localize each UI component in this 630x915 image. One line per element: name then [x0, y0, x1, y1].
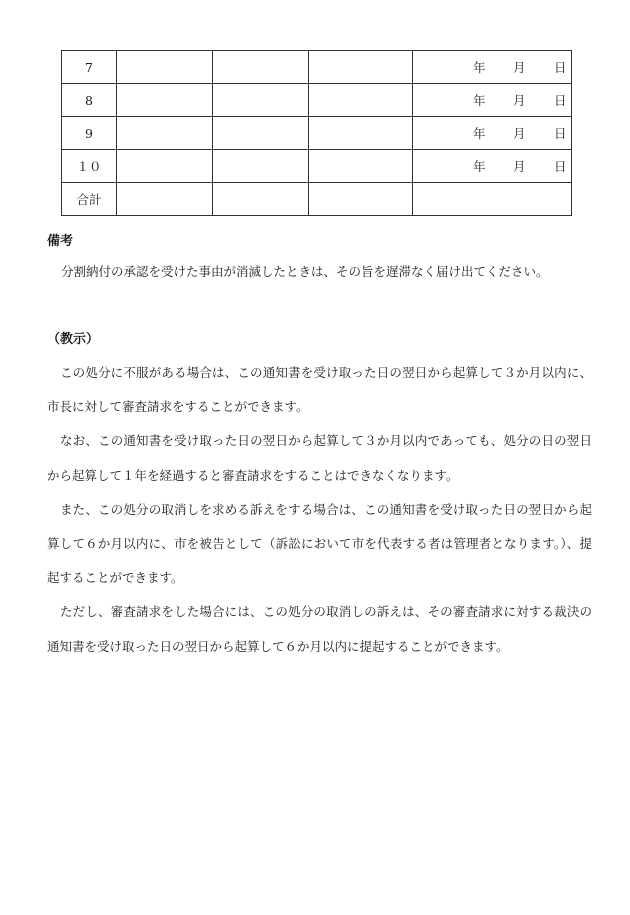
empty-cell — [213, 84, 309, 117]
table-row — [62, 84, 572, 117]
installment-number: 9 — [62, 117, 117, 150]
empty-cell — [309, 183, 413, 216]
remarks-text: 分割納付の承認を受けた事由が消滅したときは、その旨を遅滞なく届け出てください。 — [61, 264, 549, 279]
year-label: 年 — [473, 93, 486, 108]
notice-paragraph: この処分に不服がある場合は、この通知書を受け取った日の翌日から起算して３か月以内に、市長に対して審査請求をすることができます。 — [47, 365, 592, 415]
installment-number: 8 — [62, 84, 117, 117]
table-row — [62, 51, 572, 84]
day-label: 日 — [554, 93, 567, 108]
empty-cell — [213, 150, 309, 183]
day-label: 日 — [554, 60, 567, 75]
remarks-heading: 備考 — [47, 234, 74, 249]
date-cell — [413, 51, 572, 84]
empty-cell — [309, 117, 413, 150]
notice-body — [47, 356, 592, 664]
year-label: 年 — [473, 126, 486, 141]
date-cell — [413, 150, 572, 183]
date-cell — [413, 84, 572, 117]
empty-cell — [117, 150, 213, 183]
empty-cell — [117, 117, 213, 150]
empty-cell — [117, 84, 213, 117]
table-row — [62, 117, 572, 150]
date-cell — [413, 117, 572, 150]
empty-cell — [117, 51, 213, 84]
day-label: 日 — [554, 126, 567, 141]
total-label: 合計 — [62, 183, 117, 216]
empty-cell — [213, 51, 309, 84]
empty-cell — [309, 150, 413, 183]
table-row — [62, 150, 572, 183]
year-label: 年 — [473, 159, 486, 174]
installment-number: 7 — [62, 51, 117, 84]
day-label: 日 — [554, 159, 567, 174]
month-label: 月 — [513, 60, 526, 75]
installment-table — [61, 50, 572, 216]
notice-paragraph: なお、この通知書を受け取った日の翌日から起算して３か月以内であっても、処分の日の翌日から起算して１年を経過すると審査請求をすることはできなくなります。 — [47, 433, 592, 483]
empty-cell — [117, 183, 213, 216]
month-label: 月 — [513, 126, 526, 141]
empty-cell — [413, 183, 572, 216]
month-label: 月 — [513, 93, 526, 108]
empty-cell — [309, 51, 413, 84]
empty-cell — [213, 117, 309, 150]
installment-number: １０ — [62, 150, 117, 183]
table-row-total — [62, 183, 572, 216]
month-label: 月 — [513, 159, 526, 174]
notice-paragraph: ただし、審査請求をした場合には、この処分の取消しの訴えは、その審査請求に対する裁決の通知書を受け取った日の翌日から起算して６か月以内に提起することができます。 — [47, 604, 592, 654]
notice-heading: （教示） — [47, 332, 100, 347]
year-label: 年 — [473, 60, 486, 75]
empty-cell — [213, 183, 309, 216]
notice-paragraph: また、この処分の取消しを求める訴えをする場合は、この通知書を受け取った日の翌日から起算して６か月以内に、市を被告として（訴訟において市を代表する者は管理者となります。）、提起することができます。 — [47, 501, 592, 586]
empty-cell — [309, 84, 413, 117]
